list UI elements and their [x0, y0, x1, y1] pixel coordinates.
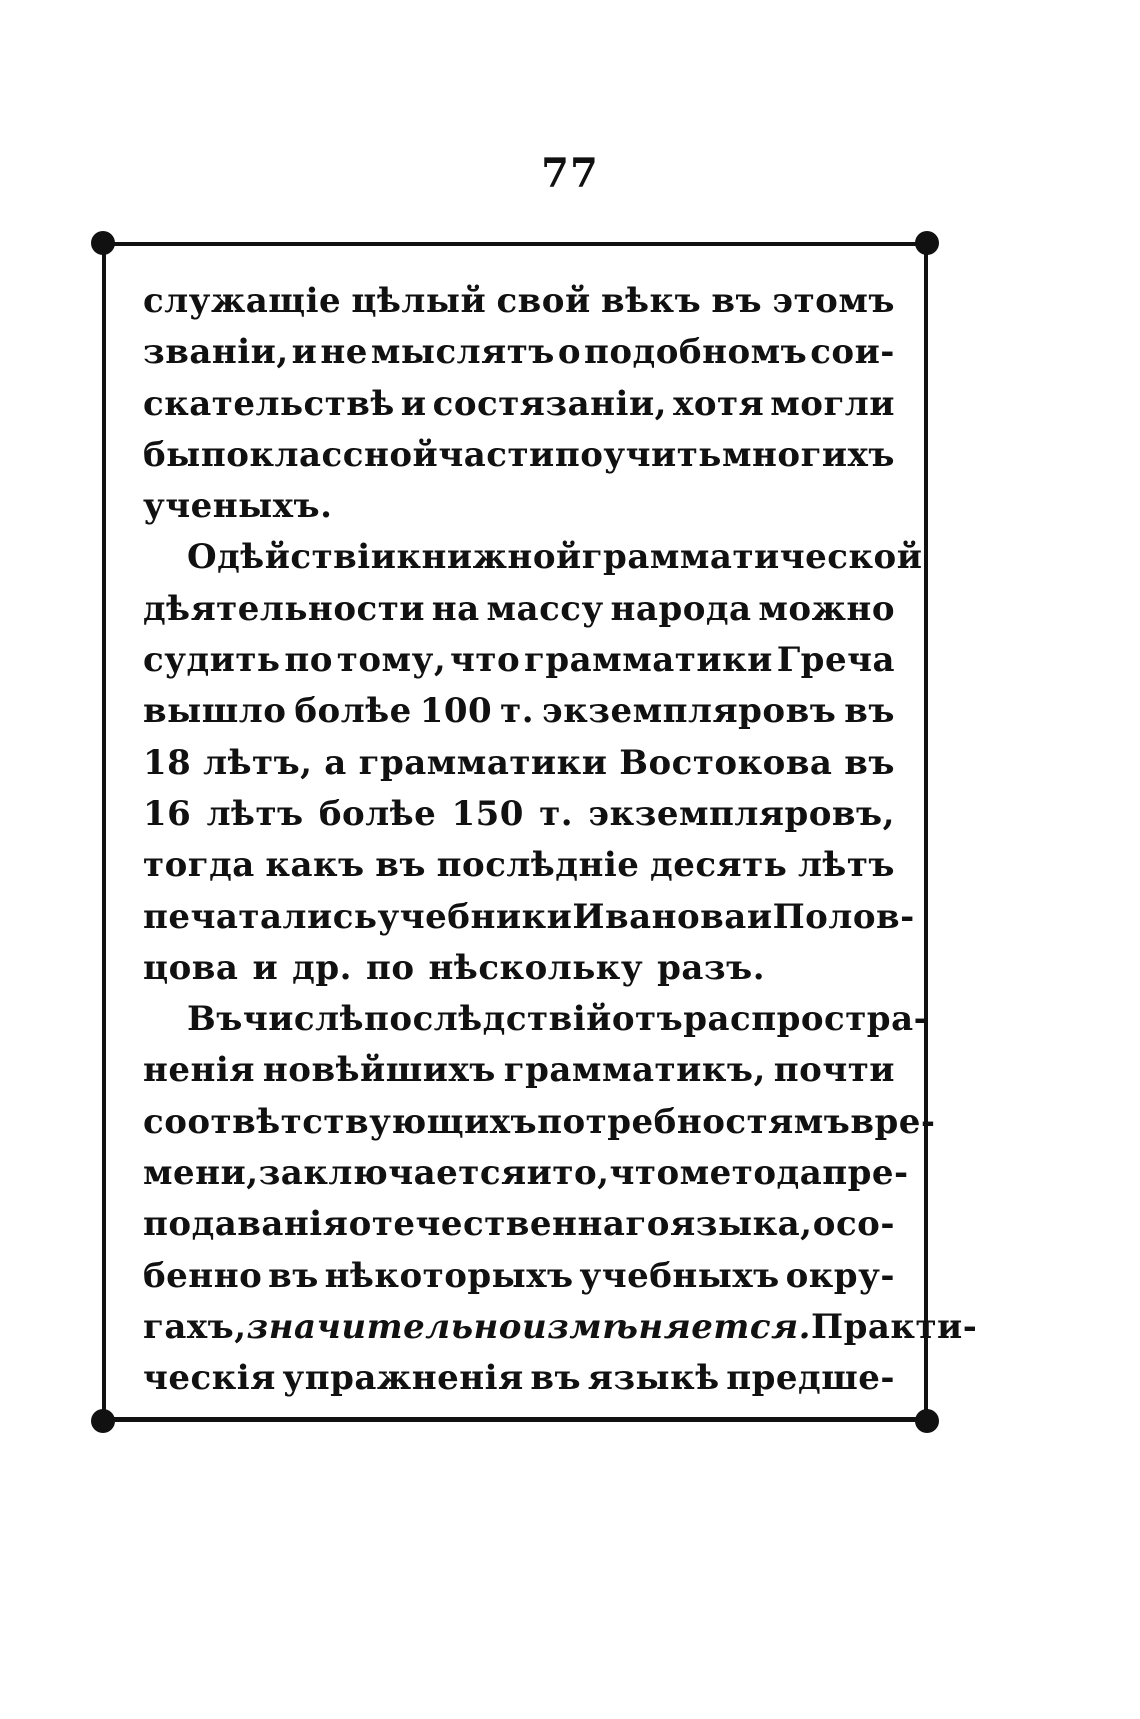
- word: что: [450, 640, 521, 681]
- border-right: [924, 242, 928, 1422]
- word: на: [431, 588, 480, 629]
- word: грамматической: [581, 537, 923, 578]
- word: лѣтъ: [206, 793, 304, 834]
- word: вѣкъ: [600, 281, 702, 321]
- word: грамматикъ,: [503, 1050, 766, 1091]
- word: языкѣ: [587, 1358, 720, 1399]
- word: вре-: [850, 1101, 936, 1142]
- border-top: [102, 242, 928, 246]
- word: по: [284, 640, 333, 681]
- word: Въ: [187, 999, 243, 1040]
- word: 100: [419, 691, 493, 732]
- word: ненія: [143, 1050, 255, 1091]
- text-line: [143, 943, 895, 994]
- word: въ: [268, 1255, 319, 1296]
- text-line: [143, 430, 895, 481]
- word: мыслятъ: [370, 332, 555, 373]
- word: сои-: [810, 332, 895, 373]
- text-line: [143, 892, 915, 943]
- word: и: [746, 896, 773, 937]
- word: учебники: [377, 896, 573, 937]
- word: книжной: [396, 537, 582, 578]
- word: многихъ: [721, 434, 895, 475]
- word: гахъ,: [143, 1306, 247, 1347]
- word: потребностямъ: [537, 1101, 851, 1142]
- word: нѣскольку: [428, 947, 644, 988]
- word: мени,: [143, 1153, 259, 1194]
- word: вышло: [143, 691, 287, 732]
- text-line: [143, 1045, 895, 1096]
- corner-ornament-icon: [915, 1409, 939, 1433]
- word: числѣ: [242, 999, 365, 1040]
- corner-ornament-icon: [91, 231, 115, 255]
- word: народа: [610, 588, 752, 629]
- word: распростра-: [683, 999, 929, 1040]
- word: и: [252, 947, 279, 988]
- word: осо-: [812, 1204, 895, 1245]
- word: болѣе: [294, 691, 412, 732]
- word: что: [609, 1153, 680, 1194]
- word: ученыхъ.: [143, 486, 333, 527]
- word: хотя: [673, 383, 765, 424]
- word: значительно: [246, 1306, 522, 1347]
- word: скательствѣ: [143, 383, 395, 424]
- word: грамматики: [524, 640, 773, 681]
- word: въ: [711, 281, 763, 321]
- text-line: [143, 1199, 895, 1250]
- word: массу: [486, 588, 604, 629]
- word: состязаніи,: [432, 383, 668, 424]
- word: десять: [650, 845, 788, 886]
- word: тому,: [336, 640, 447, 681]
- word: т.: [500, 691, 535, 732]
- word: и: [526, 1153, 553, 1194]
- word: 150: [451, 793, 524, 834]
- text-line: [143, 994, 929, 1045]
- word: какъ: [265, 845, 365, 886]
- word: отечественнаго: [348, 1204, 670, 1245]
- word: судить: [143, 640, 281, 681]
- word: о: [557, 332, 582, 373]
- word: и: [291, 332, 318, 373]
- text-line: [143, 532, 923, 583]
- text-line: [143, 789, 895, 840]
- body-text: [143, 276, 978, 1405]
- word: служащіе: [143, 281, 342, 321]
- text-line: [143, 635, 895, 686]
- text-line: [143, 1097, 936, 1148]
- word: классной: [249, 434, 439, 475]
- word: цѣлый: [351, 281, 487, 321]
- word: могли: [770, 383, 895, 424]
- word: Востокова: [619, 742, 833, 783]
- word: можно: [758, 588, 895, 629]
- word: О: [187, 537, 218, 578]
- word: разъ.: [657, 947, 766, 988]
- word: бенно: [143, 1255, 263, 1296]
- border-left: [102, 242, 106, 1422]
- word: въ: [844, 691, 895, 732]
- word: подаванія: [143, 1204, 349, 1245]
- word: соотвѣтствующихъ: [143, 1101, 538, 1142]
- word: др.: [292, 947, 352, 988]
- word: нѣкоторыхъ: [324, 1255, 574, 1296]
- word: этомъ: [772, 281, 895, 321]
- word: въ: [375, 845, 426, 886]
- word: части: [438, 434, 555, 475]
- word: званіи,: [143, 332, 289, 373]
- text-line: [143, 1353, 895, 1404]
- page-number: 77: [541, 150, 599, 197]
- word: 18: [143, 742, 192, 783]
- word: подобномъ: [583, 332, 808, 373]
- word: по: [200, 434, 250, 475]
- word: въ: [844, 742, 895, 783]
- word: лѣтъ,: [203, 742, 313, 783]
- word: языка,: [670, 1204, 813, 1245]
- word: новѣйшихъ: [262, 1050, 496, 1091]
- word: почти: [773, 1050, 895, 1091]
- word: 16: [143, 793, 192, 834]
- word: Греча: [776, 640, 895, 681]
- word: послѣдствій: [364, 999, 612, 1040]
- word: экземпляровъ,: [588, 793, 895, 834]
- word: предше-: [726, 1358, 895, 1399]
- corner-ornament-icon: [91, 1409, 115, 1433]
- word: Полов-: [772, 896, 915, 937]
- word: лѣтъ: [797, 845, 895, 886]
- word: метода: [679, 1153, 823, 1194]
- word: т.: [539, 793, 574, 834]
- word: то,: [552, 1153, 610, 1194]
- word: дѣйствіи: [217, 537, 397, 578]
- word: измѣняется.: [522, 1306, 811, 1347]
- text-line: [143, 840, 895, 891]
- word: пре-: [822, 1153, 909, 1194]
- word: тогда: [143, 845, 255, 886]
- text-line: [143, 584, 895, 635]
- word: Практи-: [811, 1306, 978, 1347]
- text-line: [143, 738, 895, 789]
- word: учебныхъ: [579, 1255, 780, 1296]
- text-line: [143, 481, 895, 532]
- word: печатались: [143, 896, 378, 937]
- word: по: [365, 947, 415, 988]
- word: заключается: [258, 1153, 527, 1194]
- text-line: [143, 1251, 895, 1302]
- word: болѣе: [318, 793, 437, 834]
- text-line: [143, 1148, 909, 1199]
- word: послѣдніе: [436, 845, 640, 886]
- word: упражненія: [282, 1358, 524, 1399]
- text-line: [143, 276, 895, 327]
- word: и: [400, 383, 427, 424]
- word: экземпляровъ: [542, 691, 837, 732]
- text-line: [143, 686, 895, 737]
- word: окру-: [785, 1255, 895, 1296]
- word: поучить: [554, 434, 722, 475]
- text-line: [143, 327, 895, 378]
- word: ческія: [143, 1358, 276, 1399]
- word: дѣятельности: [143, 588, 425, 629]
- corner-ornament-icon: [915, 231, 939, 255]
- border-bottom: [102, 1417, 928, 1422]
- word: свой: [496, 281, 591, 321]
- word: отъ: [611, 999, 684, 1040]
- word: цова: [143, 947, 239, 988]
- word: Иванова: [572, 896, 747, 937]
- text-line: [143, 1302, 978, 1353]
- word: а: [324, 742, 347, 783]
- word: бы: [143, 434, 201, 475]
- text-line: [143, 379, 895, 430]
- word: грамматики: [358, 742, 608, 783]
- word: въ: [530, 1358, 582, 1399]
- word: не: [320, 332, 368, 373]
